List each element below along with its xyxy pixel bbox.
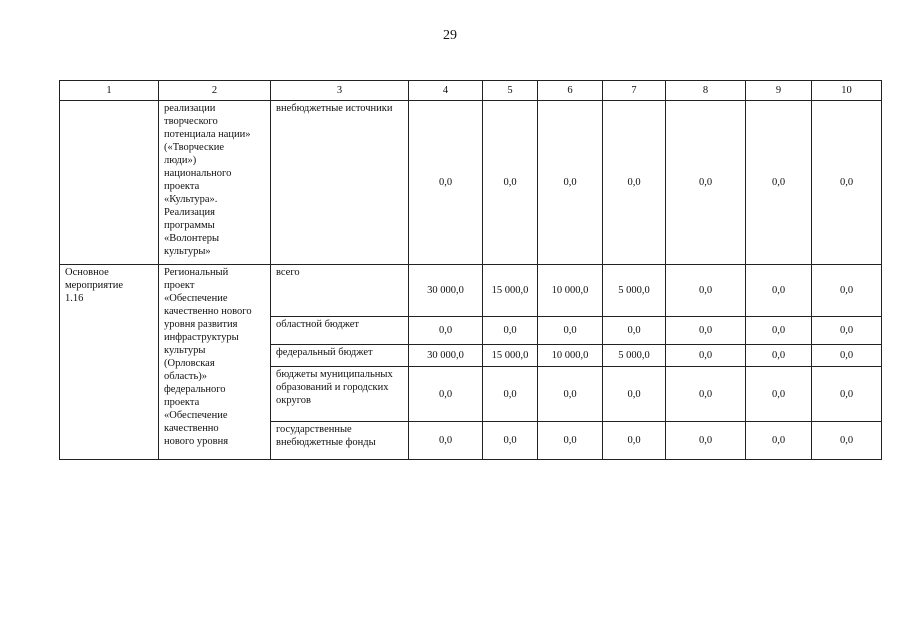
value-cell: 0,0 bbox=[812, 367, 882, 422]
value-cell: 0,0 bbox=[409, 101, 483, 265]
header-cell: 5 bbox=[483, 81, 538, 101]
value-cell: 0,0 bbox=[603, 101, 666, 265]
value-cell: 0,0 bbox=[538, 317, 603, 345]
value-cell: 0,0 bbox=[746, 101, 812, 265]
table-row bbox=[60, 265, 882, 317]
budget-table bbox=[59, 80, 882, 460]
value-cell: 0,0 bbox=[666, 345, 746, 367]
project-description-cell: реализации творческого потенциала нации» («Творческие люди») национального проекта «Культура». Реализация программы «Волонтеры культуры» bbox=[159, 101, 271, 265]
funding-source-cell: внебюджетные источники bbox=[271, 101, 409, 265]
value-cell: 0,0 bbox=[538, 101, 603, 265]
funding-source-cell: областной бюджет bbox=[271, 317, 409, 345]
header-cell: 3 bbox=[271, 81, 409, 101]
value-cell: 0,0 bbox=[483, 422, 538, 460]
value-cell: 0,0 bbox=[666, 317, 746, 345]
header-cell: 6 bbox=[538, 81, 603, 101]
value-cell: 0,0 bbox=[666, 101, 746, 265]
header-cell: 10 bbox=[812, 81, 882, 101]
value-cell: 0,0 bbox=[666, 422, 746, 460]
value-cell: 0,0 bbox=[483, 317, 538, 345]
value-cell: 0,0 bbox=[603, 422, 666, 460]
value-cell: 0,0 bbox=[666, 367, 746, 422]
header-cell: 2 bbox=[159, 81, 271, 101]
value-cell: 0,0 bbox=[812, 101, 882, 265]
value-cell: 15 000,0 bbox=[483, 265, 538, 317]
funding-source-cell: государственные внебюджетные фонды bbox=[271, 422, 409, 460]
table-row bbox=[60, 101, 882, 265]
value-cell: 0,0 bbox=[666, 265, 746, 317]
header-row bbox=[60, 81, 882, 101]
activity-cell bbox=[60, 101, 159, 265]
funding-source-cell: бюджеты муниципальных образований и городских округов bbox=[271, 367, 409, 422]
value-cell: 0,0 bbox=[746, 367, 812, 422]
header-cell: 7 bbox=[603, 81, 666, 101]
value-cell: 0,0 bbox=[409, 317, 483, 345]
value-cell: 0,0 bbox=[409, 367, 483, 422]
value-cell: 0,0 bbox=[746, 317, 812, 345]
value-cell: 30 000,0 bbox=[409, 265, 483, 317]
header-cell: 1 bbox=[60, 81, 159, 101]
value-cell: 5 000,0 bbox=[603, 265, 666, 317]
value-cell: 0,0 bbox=[812, 422, 882, 460]
value-cell: 0,0 bbox=[812, 317, 882, 345]
value-cell: 30 000,0 bbox=[409, 345, 483, 367]
value-cell: 0,0 bbox=[812, 265, 882, 317]
header-cell: 9 bbox=[746, 81, 812, 101]
value-cell: 0,0 bbox=[603, 317, 666, 345]
value-cell: 0,0 bbox=[603, 367, 666, 422]
value-cell: 15 000,0 bbox=[483, 345, 538, 367]
value-cell: 5 000,0 bbox=[603, 345, 666, 367]
value-cell: 0,0 bbox=[538, 367, 603, 422]
value-cell: 0,0 bbox=[409, 422, 483, 460]
value-cell: 0,0 bbox=[746, 345, 812, 367]
header-cell: 4 bbox=[409, 81, 483, 101]
page-number: 29 bbox=[443, 28, 457, 43]
value-cell: 0,0 bbox=[483, 367, 538, 422]
value-cell: 0,0 bbox=[746, 422, 812, 460]
value-cell: 0,0 bbox=[483, 101, 538, 265]
value-cell: 10 000,0 bbox=[538, 345, 603, 367]
value-cell: 0,0 bbox=[538, 422, 603, 460]
project-description-cell: Региональный проект «Обеспечение качественно нового уровня развития инфраструктуры культуры (Орловская область)» федерального проекта «Обеспечение качественно нового уровня bbox=[159, 265, 271, 460]
value-cell: 10 000,0 bbox=[538, 265, 603, 317]
value-cell: 0,0 bbox=[746, 265, 812, 317]
header-cell: 8 bbox=[666, 81, 746, 101]
funding-source-cell: всего bbox=[271, 265, 409, 317]
funding-source-cell: федеральный бюджет bbox=[271, 345, 409, 367]
activity-cell: Основное мероприятие 1.16 bbox=[60, 265, 159, 460]
value-cell: 0,0 bbox=[812, 345, 882, 367]
